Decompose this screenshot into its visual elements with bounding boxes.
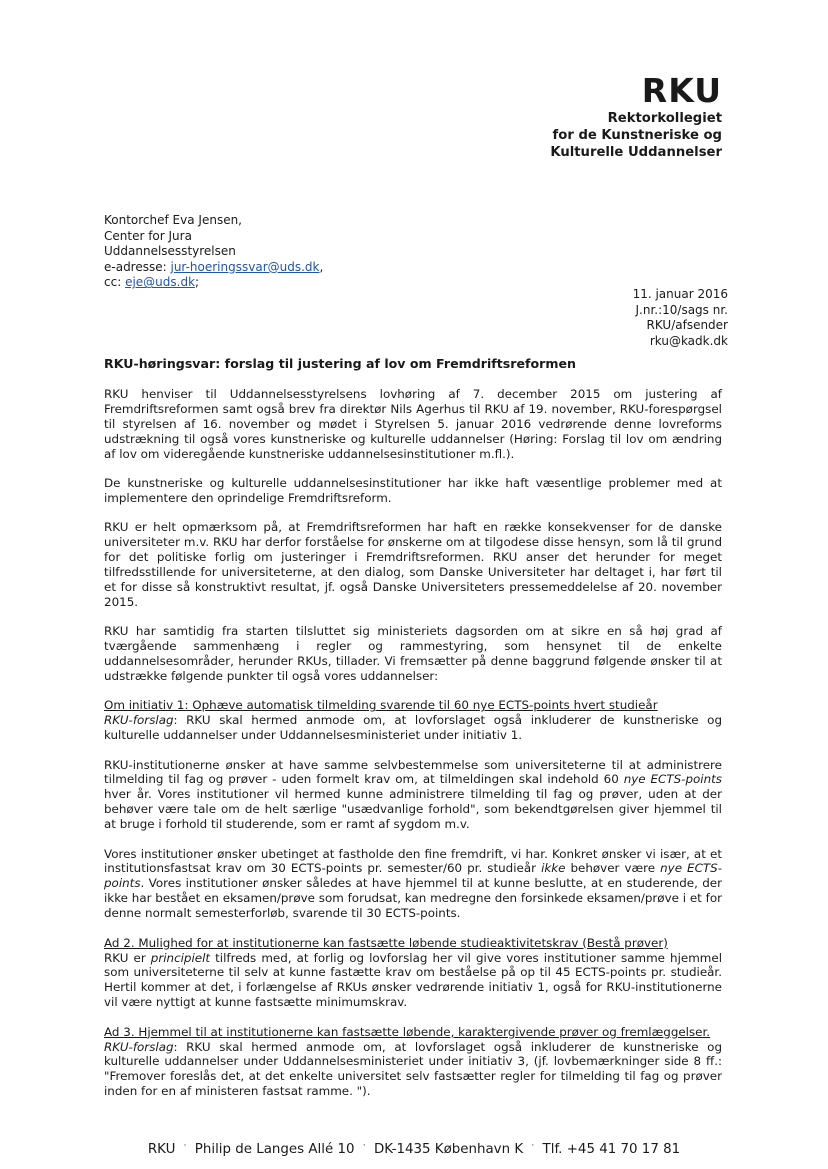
footer-separator: · [362,1141,366,1151]
logo-line-3: Kulturelle Uddannelser [550,145,722,160]
section-1-heading: Om initiativ 1: Ophæve automatisk tilmelding svarende til 60 nye ECTS-points hvert studieår [104,698,658,713]
section-1-label: RKU-forslag [104,713,174,728]
text-run-italic: nye ECTS-points [623,772,722,787]
sender: RKU/afsender [646,318,728,333]
letter-body [104,357,722,1114]
logo-line-2: for de Kunstneriske og [552,128,722,143]
text-run: tilfreds med, at forlig og lovforslag her vil give vores institutioner samme hjemmel som universiteterne til selv at kunne fastætte krav om beståelse på op til 45 ECTS-points pr. studieår. Hertil kommer at det, i forlængelse af RKUs ønsker vedrørende initiativ 1, også for RKU-institutionerne vil være nyttigt at kunne fastsætte minimumskrav. [104,950,722,1010]
cc-email-link[interactable]: eje@uds.dk [125,275,196,290]
section-1-paragraph-2 [104,758,722,833]
paragraph-4: RKU har samtidig fra starten tilsluttet sig ministeriets dagsorden om at sikre en så høj grad af tværgående sammenhæng i regler og rammestyring, som hensynet til de enkelte uddannelsesområder, herunder RKUs, tillader. Vi fremsætter på denne baggrund følgende ønsker til at udstrække følgende punkter til også vores uddannelser: [104,624,722,683]
text-run: hver år. Vores institutioner vil hermed kunne administrere tilmelding til fag og prøver, uden at der behøver være tale om de helt særlige "usædvanlige forhold", som bekendtgørelsen giver hjemmel til at bruge i forhold til studerende, som er ramt af sygdom m.v. [104,787,722,832]
text-run: RKU-institutionerne ønsker at have samme selvbestemmelse som universiteterne til at administrere tilmelding til fag og prøver - uden formelt krav om, at tilmeldingen skal indehold 60 [104,757,722,787]
cc-label: cc: [104,275,126,290]
section-1-proposal [104,698,722,743]
text-run-italic: nye ECTS-points [104,861,722,891]
text-run: . Vores institutioner ønsker således at have hjemmel til at kunne beslutte, at en studerende, der ikke har bestået en eksamen/prøve som forudsat, kan medregne den forsinkede eksamen/prøve i et for denne normalt semesterforløb, svarende til 30 ECTS-points. [104,876,722,921]
letter-meta [633,287,728,349]
recipient-name: Kontorchef Eva Jensen, [104,213,242,227]
paragraph-3: RKU er helt opmærksom på, at Fremdriftsreformen har haft en række konsekvenser for de danske universiteter m.v. RKU har derfor forståelse for ønskerne om at tilgodese disse hensyn, som lå til grund for det politiske forlig om justeringer i Fremdriftsreformen. RKU anser det herunder for meget tilfredsstillende for universiteterne, at den dialog, som Danske Universiteter har deltaget i, har ført til et for disse så konstruktivt resultat, jf. også Danske Universiteters pressemeddelelse af 20. november 2015. [104,520,722,609]
text-run: Vores institutioner ønsker ubetinget at fastholde den fine fremdrift, vi har. Konkret ønsker vi især, at et institutionsfastsat krav om 30 ECTS-points pr. semester/60 pr. studieår [104,846,722,876]
section-1-text: : RKU skal hermed anmode om, at lovforslaget også inkluderer de kunstneriske og kulturelle uddannelser under Uddannelsesministeriet under initiativ 1. [104,713,722,743]
footer-city: DK-1435 København K [373,1142,524,1157]
paragraph-1: RKU henviser til Uddannelsesstyrelsens lovhøring af 7. december 2015 om justering af Fremdriftsreformen samt også brev fra direktør Nils Agerhus til RKU af 19. november, RKU-forespørgsel til styrelsen af 16. november og mødet i Styrelsen 5. januar 2016 vedrørende denne lovreforms udstrækning til også vores kunstneriske og kulturelle uddannelser (Høring: Forslag til lov om ændring af lov om videregående kunstneriske uddannelsesinstitutioner m.fl.). [104,386,722,461]
footer-separator: · [531,1141,535,1151]
text-run-italic: ikke [541,861,566,876]
logo-line-1: Rektorkollegiet [607,111,722,126]
letter-date: 11. januar 2016 [632,287,728,301]
section-3-text: : RKU skal hermed anmode om, at lovforslaget også inkluderer de kunstneriske og kulturelle uddannelser under Uddannelsesministeriet under initiativ 3, (jf. lovbemærkninger side 8 ff.: "Fremover foreslås det, at det enkelte universitet selv fastsætter regler for tilmelding til fag og prøver inden for en af ministeren fastsat ramme. "). [104,1039,722,1099]
section-1-paragraph-3 [104,847,722,922]
letter-subject: RKU-høringsvar: forslag til justering af lov om Fremdriftsreformen [104,356,576,371]
logo-rku: RKU [641,71,722,110]
recipient-cc-line [104,275,323,291]
letterhead-logo [550,72,722,161]
email-label: e-adresse: [104,259,171,274]
recipient-block [104,213,323,291]
footer-org: RKU [147,1142,176,1157]
recipient-email-link[interactable]: jur-hoeringssvar@uds.dk [170,259,320,274]
recipient-department: Center for Jura [104,228,192,243]
sender-email: rku@kadk.dk [649,333,728,348]
recipient-email-line [104,260,323,276]
text-run: RKU er [104,950,151,965]
recipient-agency: Uddannelsesstyrelsen [104,244,236,259]
section-3-label: RKU-forslag [104,1039,174,1054]
section-3 [104,1025,722,1100]
text-run: behøver være [565,861,661,876]
journal-number: J.nr.:10/sags nr. [635,302,728,317]
text-run-italic: principielt [150,950,211,965]
email-suffix: , [319,259,324,274]
footer-address: Philip de Langes Allé 10 [194,1142,355,1157]
section-2 [104,936,722,1011]
section-3-heading: Ad 3. Hjemmel til at institutionerne kan fastsætte løbende, karaktergivende prøver og fremlæggelser. [104,1024,711,1039]
footer-separator: · [183,1141,187,1151]
letter-footer [0,1141,828,1157]
cc-suffix: ; [195,275,200,290]
section-2-heading: Ad 2. Mulighed for at institutionerne kan fastsætte løbende studieaktivitetskrav (Bestå prøver) [104,935,668,950]
footer-phone: Tlf. +45 41 70 17 81 [542,1142,681,1157]
paragraph-2: De kunstneriske og kulturelle uddannelsesinstitutioner har ikke haft væsentlige problemer med at implementere den oprindelige Fremdriftsreform. [104,475,722,505]
